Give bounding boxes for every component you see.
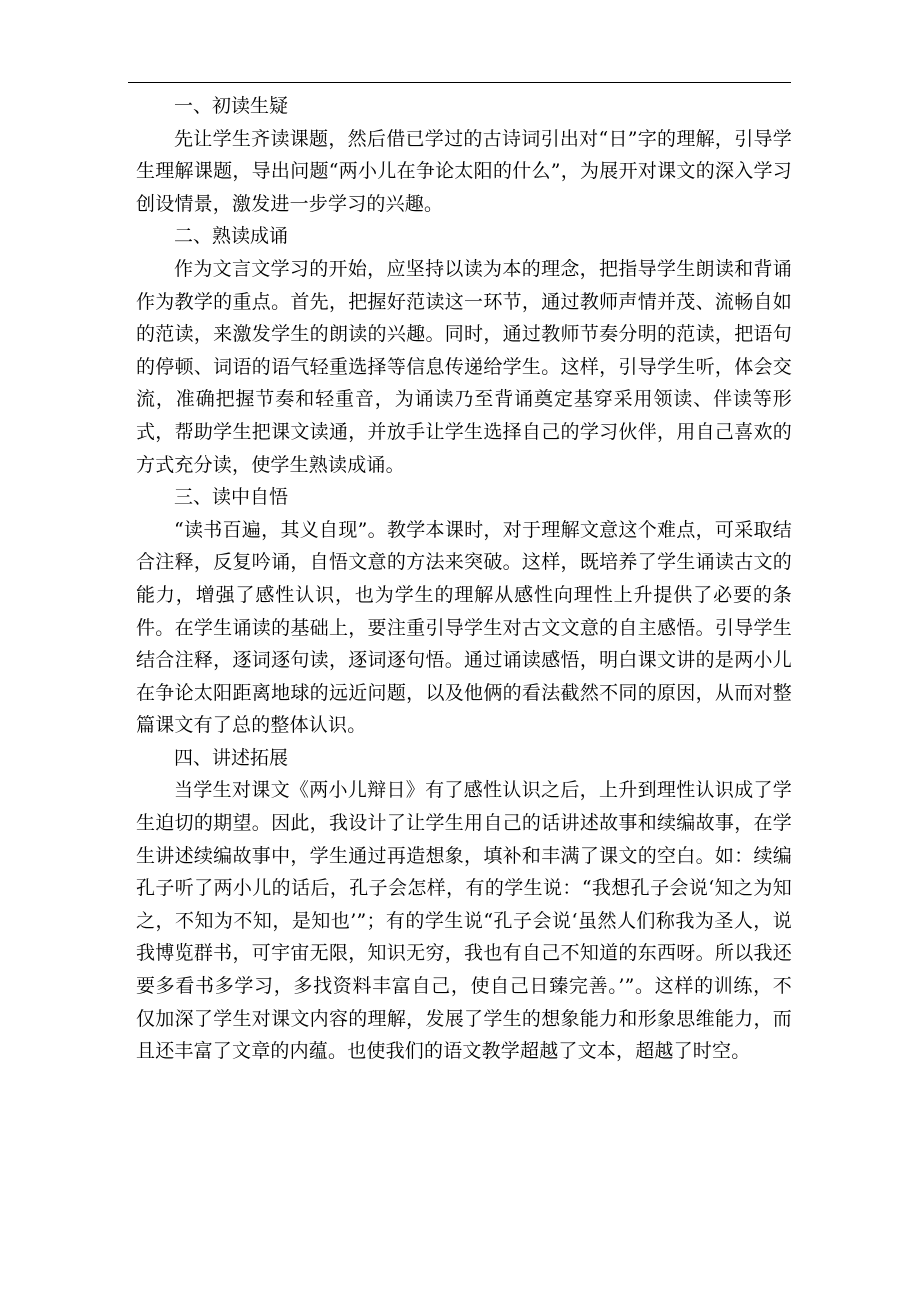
header-rule — [128, 82, 791, 83]
section-initial-reading — [136, 90, 792, 220]
section-paragraph: “读书百遍，其义自现”。教学本课时，对于理解文意这个难点，可采取结合注释，反复吟诵，自悟文意的方法来突破。这样，既培养了学生诵读古文的能力，增强了感性认识，也为学生的理解从感性向理性上升提供了必要的条件。在学生诵读的基础上，要注重引导学生对古文文意的自主感悟。引导学生结合注释，逐词逐句读，逐词逐句悟。通过诵读感悟，明白课文讲的是两小儿在争论太阳距离地球的远近问题，以及他俩的看法截然不同的原因，从而对整篇课文有了总的整体认识。 — [136, 518, 792, 737]
section-paragraph: 先让学生齐读课题，然后借已学过的古诗词引出对“日”字的理解，引导学生理解课题，导出问题“两小儿在争论太阳的什么”，为展开对课文的深入学习创设情景，激发进一步学习的兴趣。 — [136, 127, 792, 215]
section-narration-extension — [136, 742, 792, 1068]
section-self-understanding — [136, 481, 792, 742]
section-heading: 一、初读生疑 — [174, 95, 289, 117]
section-paragraph: 当学生对课文《两小儿辩日》有了感性认识之后，上升到理性认识成了学生迫切的期望。因此，我设计了让学生用自己的话讲述故事和续编故事，在学生讲述续编故事中，学生通过再造想象，填补和丰满了课文的空白。如：续编孔子听了两小儿的话后，孔子会怎样，有的学生说：“我想孔子会说‘知之为知之，不知为不知，是知也’”；有的学生说“孔子会说‘虽然人们称我为圣人，说我博览群书，可宇宙无限，知识无穷，我也有自己不知道的东西呀。所以我还要多看书多学习，多找资料丰富自己，使自己日臻完善。’”。这样的训练，不仅加深了学生对课文内容的理解，发展了学生的想象能力和形象思维能力，而且还丰富了文章的内蕴。也使我们的语文教学超越了文本，超越了时空。 — [136, 779, 792, 1063]
section-recitation — [136, 220, 792, 481]
section-heading: 四、讲述拓展 — [174, 746, 289, 769]
section-heading: 二、熟读成诵 — [174, 225, 289, 248]
document-body — [136, 90, 792, 1068]
section-heading: 三、读中自悟 — [174, 486, 289, 509]
section-paragraph: 作为文言文学习的开始，应坚持以读为本的理念，把指导学生朗读和背诵作为教学的重点。首先，把握好范读这一环节，通过教师声情并茂、流畅自如的范读，来激发学生的朗读的兴趣。同时，通过教师节奏分明的范读，把语句的停顿、词语的语气轻重选择等信息传递给学生。这样，引导学生听，体会交流，准确把握节奏和轻重音，为诵读乃至背诵奠定基穿采用领读、伴读等形式，帮助学生把课文读通，并放手让学生选择自己的学习伙伴，用自己喜欢的方式充分读，使学生熟读成诵。 — [136, 257, 792, 476]
